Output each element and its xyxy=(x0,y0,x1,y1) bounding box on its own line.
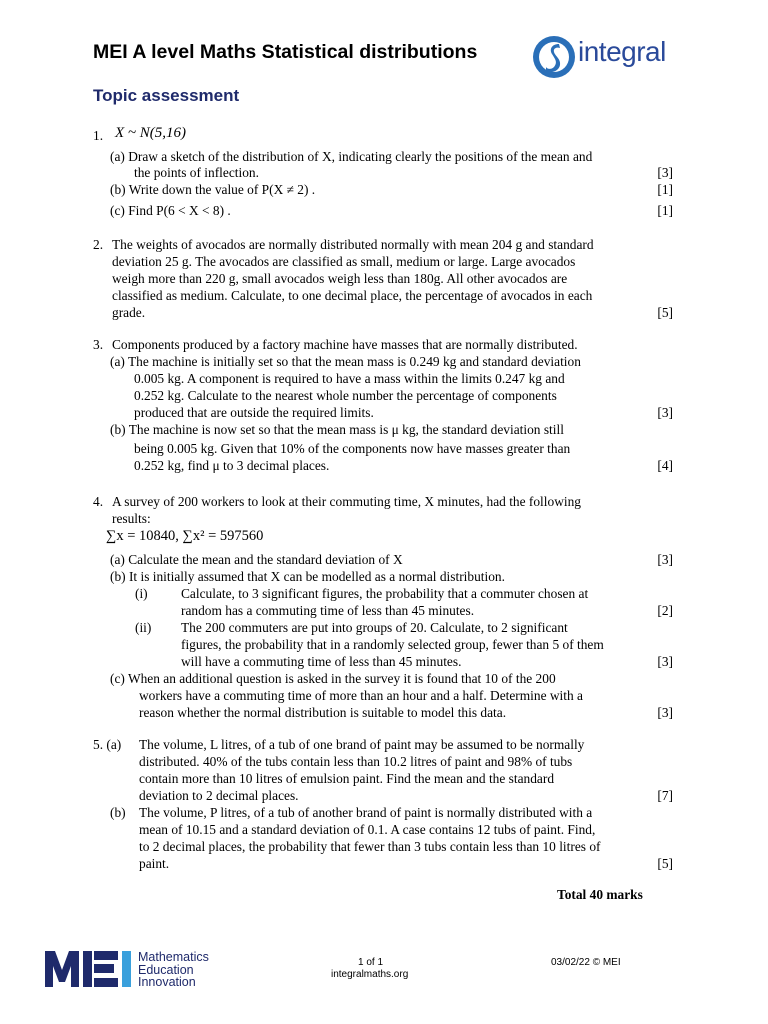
marks: [3] xyxy=(657,705,673,720)
part-b-i-label: (i) xyxy=(135,586,148,601)
part-b-line: mean of 10.15 and a standard deviation of 0.1. A case contains 12 tubs of paint. Find, xyxy=(139,822,596,837)
marks: [2] xyxy=(657,603,673,618)
question-stem: results: xyxy=(112,511,151,526)
question-line: weigh more than 220 g, small avocados weigh less than 180g. All other avocados are xyxy=(112,271,568,286)
page-number: 1 of 1 xyxy=(358,957,384,968)
part-b-line: (b) Write down the value of P(X ≠ 2) . xyxy=(110,182,316,197)
part-b-line: 0.252 kg, find μ to 3 decimal places. xyxy=(134,458,330,473)
part-b-label: (b) xyxy=(110,805,126,820)
question-line: deviation 25 g. The avocados are classified as small, medium or large. Large avocados xyxy=(112,254,576,269)
part-b-i-line: Calculate, to 3 significant figures, the probability that a commuter chosen at xyxy=(181,586,589,601)
question-stem: A survey of 200 workers to look at their commuting time, X minutes, had the following xyxy=(112,494,581,509)
marks: [5] xyxy=(657,305,673,320)
part-a-line: produced that are outside the required limits. xyxy=(134,405,374,420)
part-a-line: 0.252 kg. Calculate to the nearest whole number the percentage of components xyxy=(134,388,557,403)
part-c-line: (c) Find P(6 < X < 8) . xyxy=(110,203,231,218)
part-b-line: paint. xyxy=(139,856,170,871)
part-b-ii-line: The 200 commuters are put into groups of 20. Calculate, to 2 significant xyxy=(181,620,568,635)
website-url: integralmaths.org xyxy=(331,969,409,980)
part-b-line: being 0.005 kg. Given that 10% of the components now have masses greater than xyxy=(134,441,571,456)
marks: [1] xyxy=(657,182,673,197)
total-marks: Total 40 marks xyxy=(557,887,643,902)
part-b-ii-label: (ii) xyxy=(135,620,152,635)
marks: [4] xyxy=(657,458,673,473)
part-b-line: The volume, P litres, of a tub of another brand of paint is normally distributed with a xyxy=(139,805,593,820)
marks: [1] xyxy=(657,203,673,218)
part-c-line: reason whether the normal distribution is suitable to model this data. xyxy=(139,705,507,720)
question-stem: Components produced by a factory machine have masses that are normally distributed. xyxy=(112,337,578,352)
brand-line: Innovation xyxy=(138,975,196,989)
part-a-line: (a) The machine is initially set so that the mean mass is 0.249 kg and standard deviation xyxy=(110,354,581,369)
question-number: 4. xyxy=(93,494,104,509)
question-number: 5. (a) xyxy=(93,737,122,752)
marks: [3] xyxy=(657,165,673,180)
section-heading: Topic assessment xyxy=(93,86,240,105)
part-a-line: contain more than 10 litres of emulsion paint. Find the mean and the standard xyxy=(139,771,555,786)
question-line: The weights of avocados are normally distributed normally with mean 204 g and standard xyxy=(112,237,594,252)
question-number: 2. xyxy=(93,237,104,252)
part-b-line: to 2 decimal places, the probability that fewer than 3 tubs contain less than 10 litres of xyxy=(139,839,601,854)
marks: [3] xyxy=(657,654,673,669)
question-4 xyxy=(93,493,673,723)
part-a-line: (a) Draw a sketch of the distribution of X, indicating clearly the positions of the mean and xyxy=(110,149,593,164)
question-line: grade. xyxy=(112,305,146,320)
integral-logo-text: integral xyxy=(578,36,666,67)
question-5 xyxy=(93,736,673,876)
part-b-ii-line: figures, the probability that in a randomly selected group, fewer than 5 of them xyxy=(181,637,604,652)
mei-logo-icon xyxy=(45,950,135,988)
part-a-line: deviation to 2 decimal places. xyxy=(139,788,299,803)
date-copyright: 03/02/22 © MEI xyxy=(551,957,621,968)
mei-brand-text xyxy=(138,951,209,989)
part-c-line: workers have a commuting time of more than an hour and a half. Determine with a xyxy=(139,688,583,703)
part-a-line: The volume, L litres, of a tub of one brand of paint may be assumed to be normally xyxy=(139,737,585,752)
question-2 xyxy=(93,236,673,326)
marks: [3] xyxy=(657,552,673,567)
question-stem: X ~ N(5,16) xyxy=(115,125,187,141)
part-a-line: distributed. 40% of the tubs contain less than 10.2 litres of paint and 98% of tubs xyxy=(139,754,573,769)
part-a-line: (a) Calculate the mean and the standard deviation of X xyxy=(110,552,403,567)
part-b-line: (b) The machine is now set so that the mean mass is μ kg, the standard deviation still xyxy=(110,422,564,437)
brand-line: Mathematics xyxy=(138,950,209,964)
marks: [7] xyxy=(657,788,673,803)
part-b-i-line: random has a commuting time of less than 45 minutes. xyxy=(181,603,475,618)
part-c-line: (c) When an additional question is asked in the survey it is found that 10 of the 200 xyxy=(110,671,556,686)
part-b-line: (b) It is initially assumed that X can be modelled as a normal distribution. xyxy=(110,569,505,584)
brand-line: Education xyxy=(138,962,194,977)
integral-logo-icon xyxy=(532,34,576,80)
question-number: 1. xyxy=(93,128,104,143)
question-number: 3. xyxy=(93,337,104,352)
marks: [5] xyxy=(657,856,673,871)
part-a-line: the points of inflection. xyxy=(134,165,259,180)
part-a-line: 0.005 kg. A component is required to have a mass within the limits 0.247 kg and xyxy=(134,371,565,386)
summary-statistics: ∑x = 10840, ∑x² = 597560 xyxy=(106,528,264,544)
question-1 xyxy=(93,122,673,222)
question-3 xyxy=(93,336,673,476)
part-b-ii-line: will have a commuting time of less than 45 minutes. xyxy=(181,654,462,669)
question-line: classified as medium. Calculate, to one decimal place, the percentage of avocados in each xyxy=(112,288,593,303)
document-title: MEI A level Maths Statistical distributions xyxy=(93,41,478,63)
marks: [3] xyxy=(657,405,673,420)
